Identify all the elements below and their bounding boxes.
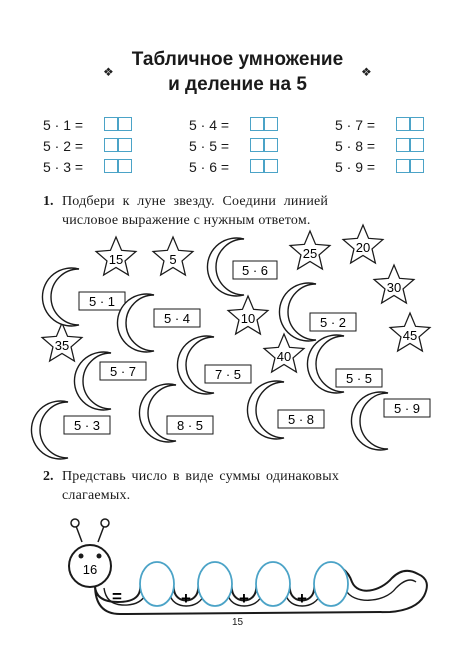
star-number: 15 [108,252,124,267]
task1-number: 1. [43,194,54,209]
moon-5x9[interactable] [351,392,430,450]
page-title-line2: и деление на 5 [168,74,307,95]
moon-5x2[interactable] [279,283,356,341]
star-45[interactable] [390,313,430,351]
plus-sign: + [181,589,191,608]
expression-5x8: 5 · 8 = [335,138,376,154]
moon-expression: 5 · 5 [345,371,373,386]
expression-5x6: 5 · 6 = [189,159,230,175]
answer-oval [198,562,232,606]
moon-expression: 8 · 5 [176,418,204,433]
star-number: 30 [386,280,402,295]
task2-number: 2. [43,469,54,484]
expression-5x7: 5 · 7 = [335,117,376,133]
task1-text-line1: Подбери к луне звезду. Соедини линией [62,194,329,209]
plus-sign: + [297,589,307,608]
expression-5x9: 5 · 9 = [335,159,376,175]
plus-sign: + [239,589,249,608]
page-number: 15 [231,617,244,628]
star-number: 35 [54,338,70,353]
star-25[interactable] [290,231,330,269]
star-30[interactable] [374,265,414,303]
moon-expression: 7 · 5 [214,367,242,382]
moon-5x5[interactable] [307,335,382,393]
moon-expression: 5 · 4 [163,311,191,326]
moon-expression: 5 · 2 [319,315,347,330]
expression-5x5: 5 · 5 = [189,138,230,154]
star-number: 10 [240,311,256,326]
star-number: 20 [355,240,371,255]
answer-oval [314,562,348,606]
moon-expression: 5 · 9 [393,401,421,416]
star-20[interactable] [343,225,383,263]
moon-expression: 5 · 3 [73,418,101,433]
star-5[interactable] [153,237,193,275]
caterpillar-number: 16 [82,562,98,577]
expression-5x1: 5 · 1 = [43,117,84,133]
moon-expression: 5 · 6 [241,263,269,278]
moon-7x5[interactable] [177,336,251,394]
star-number: 40 [276,349,292,364]
expression-5x3: 5 · 3 = [43,159,84,175]
moon-5x1[interactable] [42,268,125,326]
moon-expression: 5 · 1 [88,294,116,309]
page-title-line1: Табличное умножение [131,49,344,70]
equals-sign: = [112,587,122,606]
moon-5x6[interactable] [207,238,277,296]
ornament-right-icon: ❖ [361,65,372,79]
ornament-left-icon: ❖ [103,65,114,79]
star-number: 45 [402,328,418,343]
answer-oval [256,562,290,606]
star-15[interactable] [96,237,136,275]
expression-5x4: 5 · 4 = [189,117,230,133]
star-10[interactable] [228,296,268,334]
moon-5x7[interactable] [74,352,146,410]
task1-text-line2: числовое выражение с нужным ответом. [62,213,311,228]
moon-expression: 5 · 8 [287,412,315,427]
task2-text-line1: Представь число в виде суммы одинаковых [62,469,340,484]
moon-5x8[interactable] [247,381,324,439]
star-number: 5 [169,252,177,267]
star-number: 25 [302,246,318,261]
moon-expression: 5 · 7 [109,364,137,379]
answer-oval [140,562,174,606]
star-35[interactable] [42,323,82,361]
task2-text-line2: слагаемых. [62,488,131,503]
expression-5x2: 5 · 2 = [43,138,84,154]
